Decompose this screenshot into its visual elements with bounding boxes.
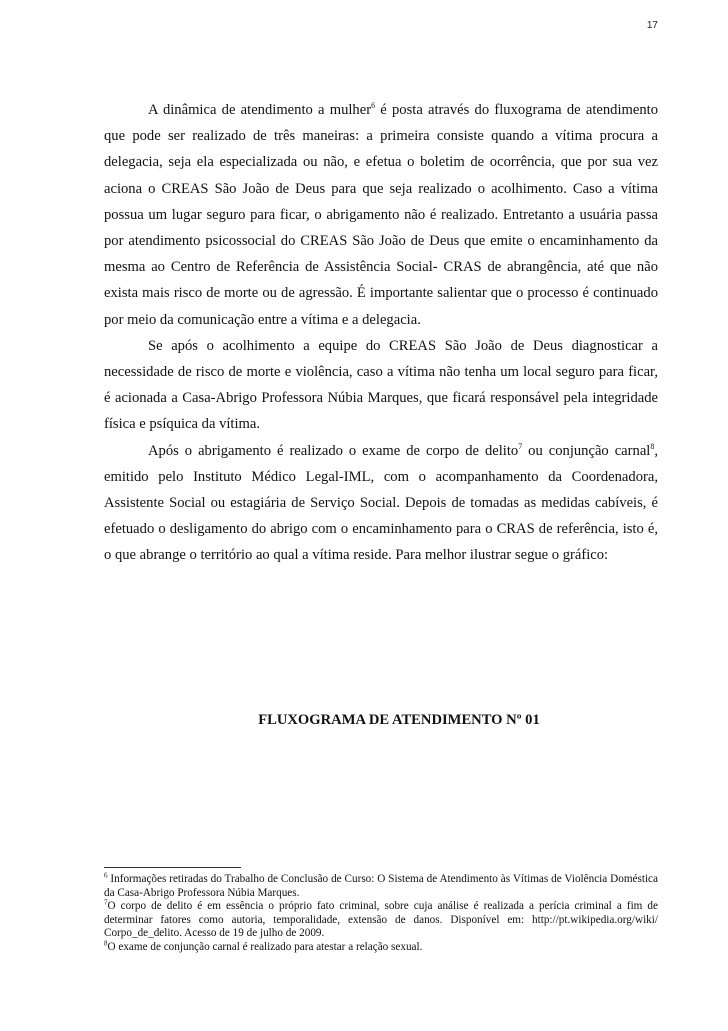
page-number: 17 (646, 20, 658, 31)
footnote-divider (104, 867, 241, 868)
footnote-6-number: 6 (104, 871, 108, 880)
footnote-7-number: 7 (104, 898, 108, 907)
footnote-ref-6: 6 (371, 101, 376, 111)
paragraph-3-text-a: Após o abrigamento é realizado o exame de corpo de delito (148, 442, 519, 459)
footnote-8 (104, 941, 658, 955)
paragraph-1-text-b: é posta através do fluxograma de atendimento que pode ser realizado de três maneiras: a primeira consiste quando a vítima procura a delegacia, seja ela especializada ou não, e efetua o boletim de ocorrência, que por sua vez aciona o CREAS São João de Deus para que seja realizado o acolhimento. Caso a vítima possua um lugar seguro para ficar, o abrigamento não é realizado. Entretanto a usuária passa por atendimento psicossocial do CREAS São João de Deus que emite o encaminhamento da mesma ao Centro de Referência de Assistência Social- CRAS de abrangência, até que não exista mais risco de morte ou de agressão. É importante salientar que o processo é continuado por meio da comunicação entre a vítima e a delegacia. (104, 102, 658, 328)
paragraph-3-text-b: ou conjunção carnal (522, 442, 651, 459)
paragraph-2: Se após o acolhimento a equipe do CREAS São João de Deus diagnosticar a necessidade de risco de morte e violência, caso a vítima não tenha um local seguro para ficar, é acionada a Casa-Abrigo Professora Núbia Marques, que ficará responsável pela integridade física e psíquica da vítima. (104, 337, 658, 433)
figure-title-text: FLUXOGRAMA DE ATENDIMENTO Nº 01 (258, 712, 540, 728)
paragraph-1-text-a: A dinâmica de atendimento a mulher (148, 102, 372, 118)
footnote-6-text: Informações retiradas do Trabalho de Conclusão de Curso: O Sistema de Atendimento às Vítimas de Violência Doméstica da Casa-Abrigo Professora Núbia Marques. (104, 873, 658, 899)
figure-title (0, 712, 728, 729)
footnotes (104, 873, 658, 955)
paragraph-1 (104, 97, 658, 333)
footnote-8-text: O exame de conjunção carnal é realizado para atestar a relação sexual. (107, 940, 423, 953)
footnote-ref-7: 7 (518, 441, 523, 451)
footnote-6 (104, 873, 658, 900)
footnote-7-text: O corpo de delito é em essência o próprio fato criminal, sobre cuja análise é realizada a perícia criminal a fim de determinar fatores como autoria, temporalidade, extensão de danos. Disponível em: http://pt.wikipedia.org/wiki/ Corpo_de_delito. Acesso de 19 de julho de 2009. (104, 900, 658, 940)
footnote-8-number: 8 (104, 939, 108, 948)
paragraph-3 (104, 438, 658, 569)
footnote-7 (104, 900, 658, 941)
body-text (104, 97, 658, 569)
paragraph-3-text-c: , emitido pelo Instituto Médico Legal-IML, com o acompanhamento da Coordenadora, Assistente Social ou estagiária de Serviço Social. Depois de tomadas as medidas cabíveis, é efetuado o desligamento do abrigo com o encaminhamento para o CRAS de referência, isto é, o que abrange o território ao qual a vítima reside. Para melhor ilustrar segue o gráfico: (104, 442, 659, 564)
footnote-ref-8: 8 (650, 441, 655, 451)
